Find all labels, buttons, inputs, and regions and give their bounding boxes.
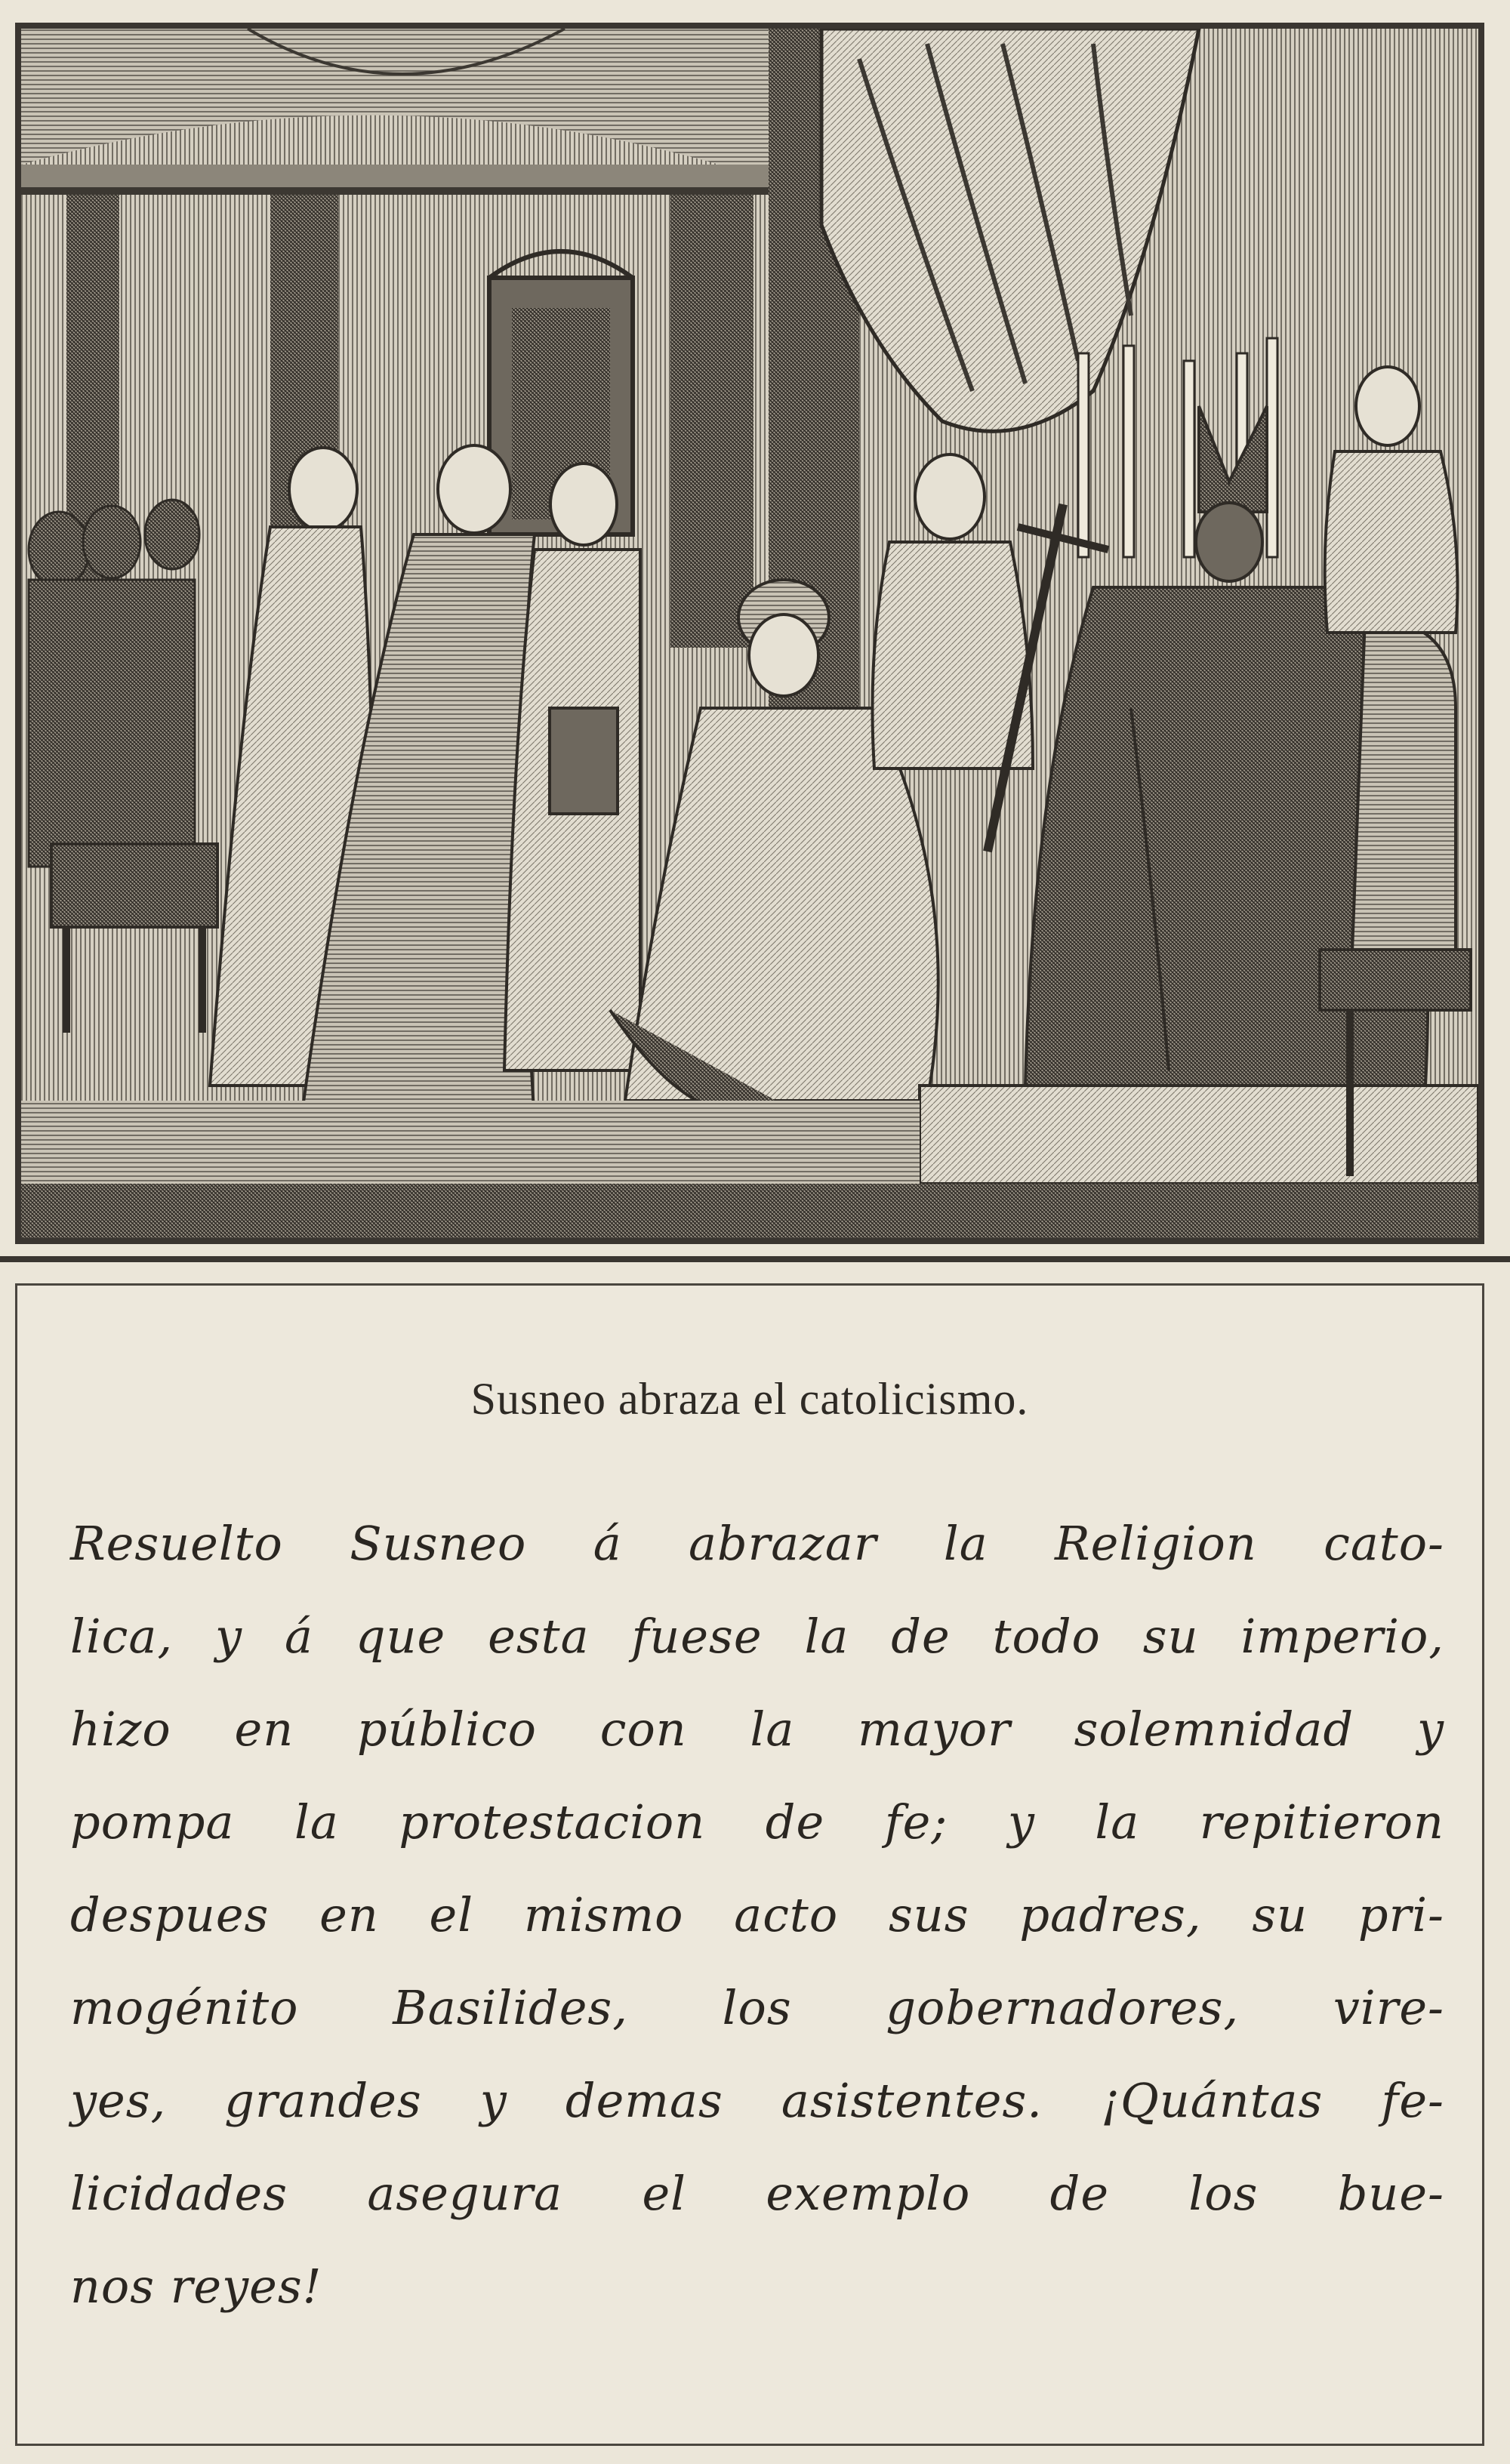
engraving-illustration <box>15 23 1484 1244</box>
body-line: yes, grandes y demas asistentes. ¡Quántas fe- <box>70 2073 1444 2128</box>
body-line: hizo en público con la mayor solemnidad y <box>70 1702 1444 1757</box>
body-line: pompa la protestacion de fe; y la repitieron <box>70 1794 1444 1850</box>
separator-rule <box>0 1256 1510 1262</box>
body-line: mogénito Basilides, los gobernadores, vire- <box>70 1980 1444 2035</box>
body-line: nos reyes! <box>70 2259 322 2314</box>
body-line: despues en el mismo acto sus padres, su pri- <box>70 1887 1444 1942</box>
body-line: licidades asegura el exemplo de los bue- <box>70 2166 1444 2221</box>
caption-panel <box>15 1283 1484 2446</box>
engraving-scene <box>21 29 1478 1238</box>
body-line: Resuelto Susneo á abrazar la Religion cato- <box>70 1516 1444 1571</box>
caption-body <box>70 1497 1444 2333</box>
caption-title: Susneo abraza el catolicismo. <box>470 1374 1029 1424</box>
body-line: lica, y á que esta fuese la de todo su imperio, <box>70 1609 1444 1664</box>
